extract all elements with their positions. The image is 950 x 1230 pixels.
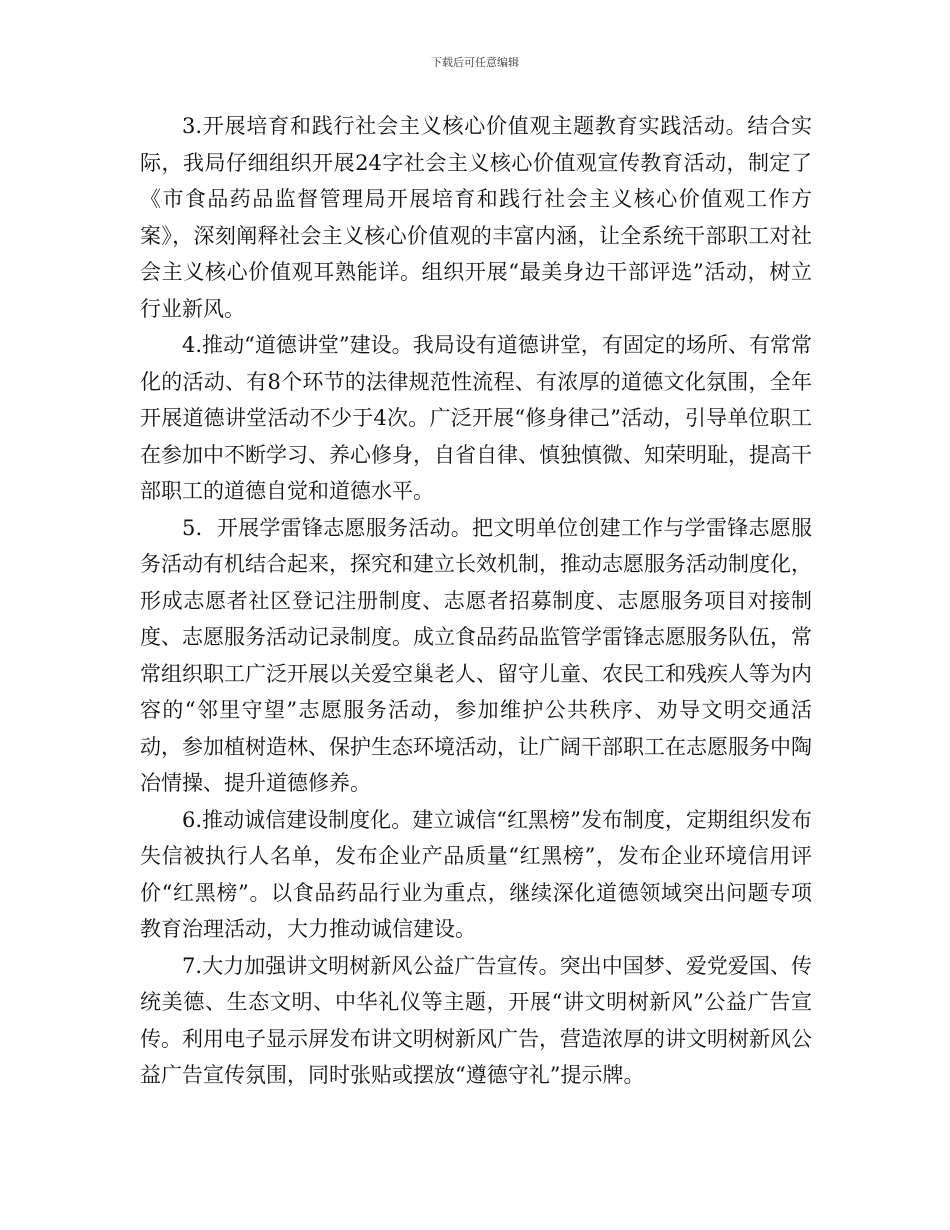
paragraph-4: 4.推动“道德讲堂”建设。我局设有道德讲堂，有固定的场所、有常常化的活动、有8个环节的法律规范性流程、有浓厚的道德文化氛围，全年开展道德讲堂活动不少于4次。广泛开展“修身律己”活动，引导单位职工在参加中不断学习、养心修身，自省自律、慎独慎微、知荣明耻，提高干部职工的道德自觉和道德水平。 [140,333,812,503]
page-header: 下载后可任意编辑 [431,56,519,69]
paragraph-3: 3.开展培育和践行社会主义核心价值观主题教育实践活动。结合实际，我局仔细组织开展24字社会主义核心价值观宣传教育活动，制定了《市食品药品监督管理局开展培育和践行社会主义核心价值观工作方案》，深刻阐释社会主义核心价值观的丰富内涵，让全系统干部职工对社会主义核心价值观耳熟能详。组织开展“最美身边干部评选”活动，树立行业新风。 [140,114,812,321]
paragraph-6: 6.推动诚信建设制度化。建立诚信“红黑榜”发布制度，定期组织发布失信被执行人名单，发布企业产品质量“红黑榜”，发布企业环境信用评价“红黑榜”。以食品药品行业为重点，继续深化道德领域突出问题专项教育治理活动，大力推动诚信建设。 [140,807,812,941]
document-body [140,108,812,1094]
paragraph-5: 5．开展学雷锋志愿服务活动。把文明单位创建工作与学雷锋志愿服务活动有机结合起来，探究和建立长效机制，推动志愿服务活动制度化，形成志愿者社区登记注册制度、志愿者招募制度、志愿服务项目对接制度、志愿服务活动记录制度。成立食品药品监管学雷锋志愿服务队伍，常常组织职工广泛开展以关爱空巢老人、留守儿童、农民工和残疾人等为内容的“邻里守望”志愿服务活动，参加维护公共秩序、劝导文明交通活动，参加植树造林、保护生态环境活动，让广阔干部职工在志愿服务中陶冶情操、提升道德修养。 [140,515,812,795]
paragraph-7: 7.大力加强讲文明树新风公益广告宣传。突出中国梦、爱党爱国、传统美德、生态文明、中华礼仪等主题，开展“讲文明树新风”公益广告宣传。利用电子显示屏发布讲文明树新风广告，营造浓厚的讲文明树新风公益广告宣传氛围，同时张贴或摆放“遵德守礼”提示牌。 [140,953,812,1087]
